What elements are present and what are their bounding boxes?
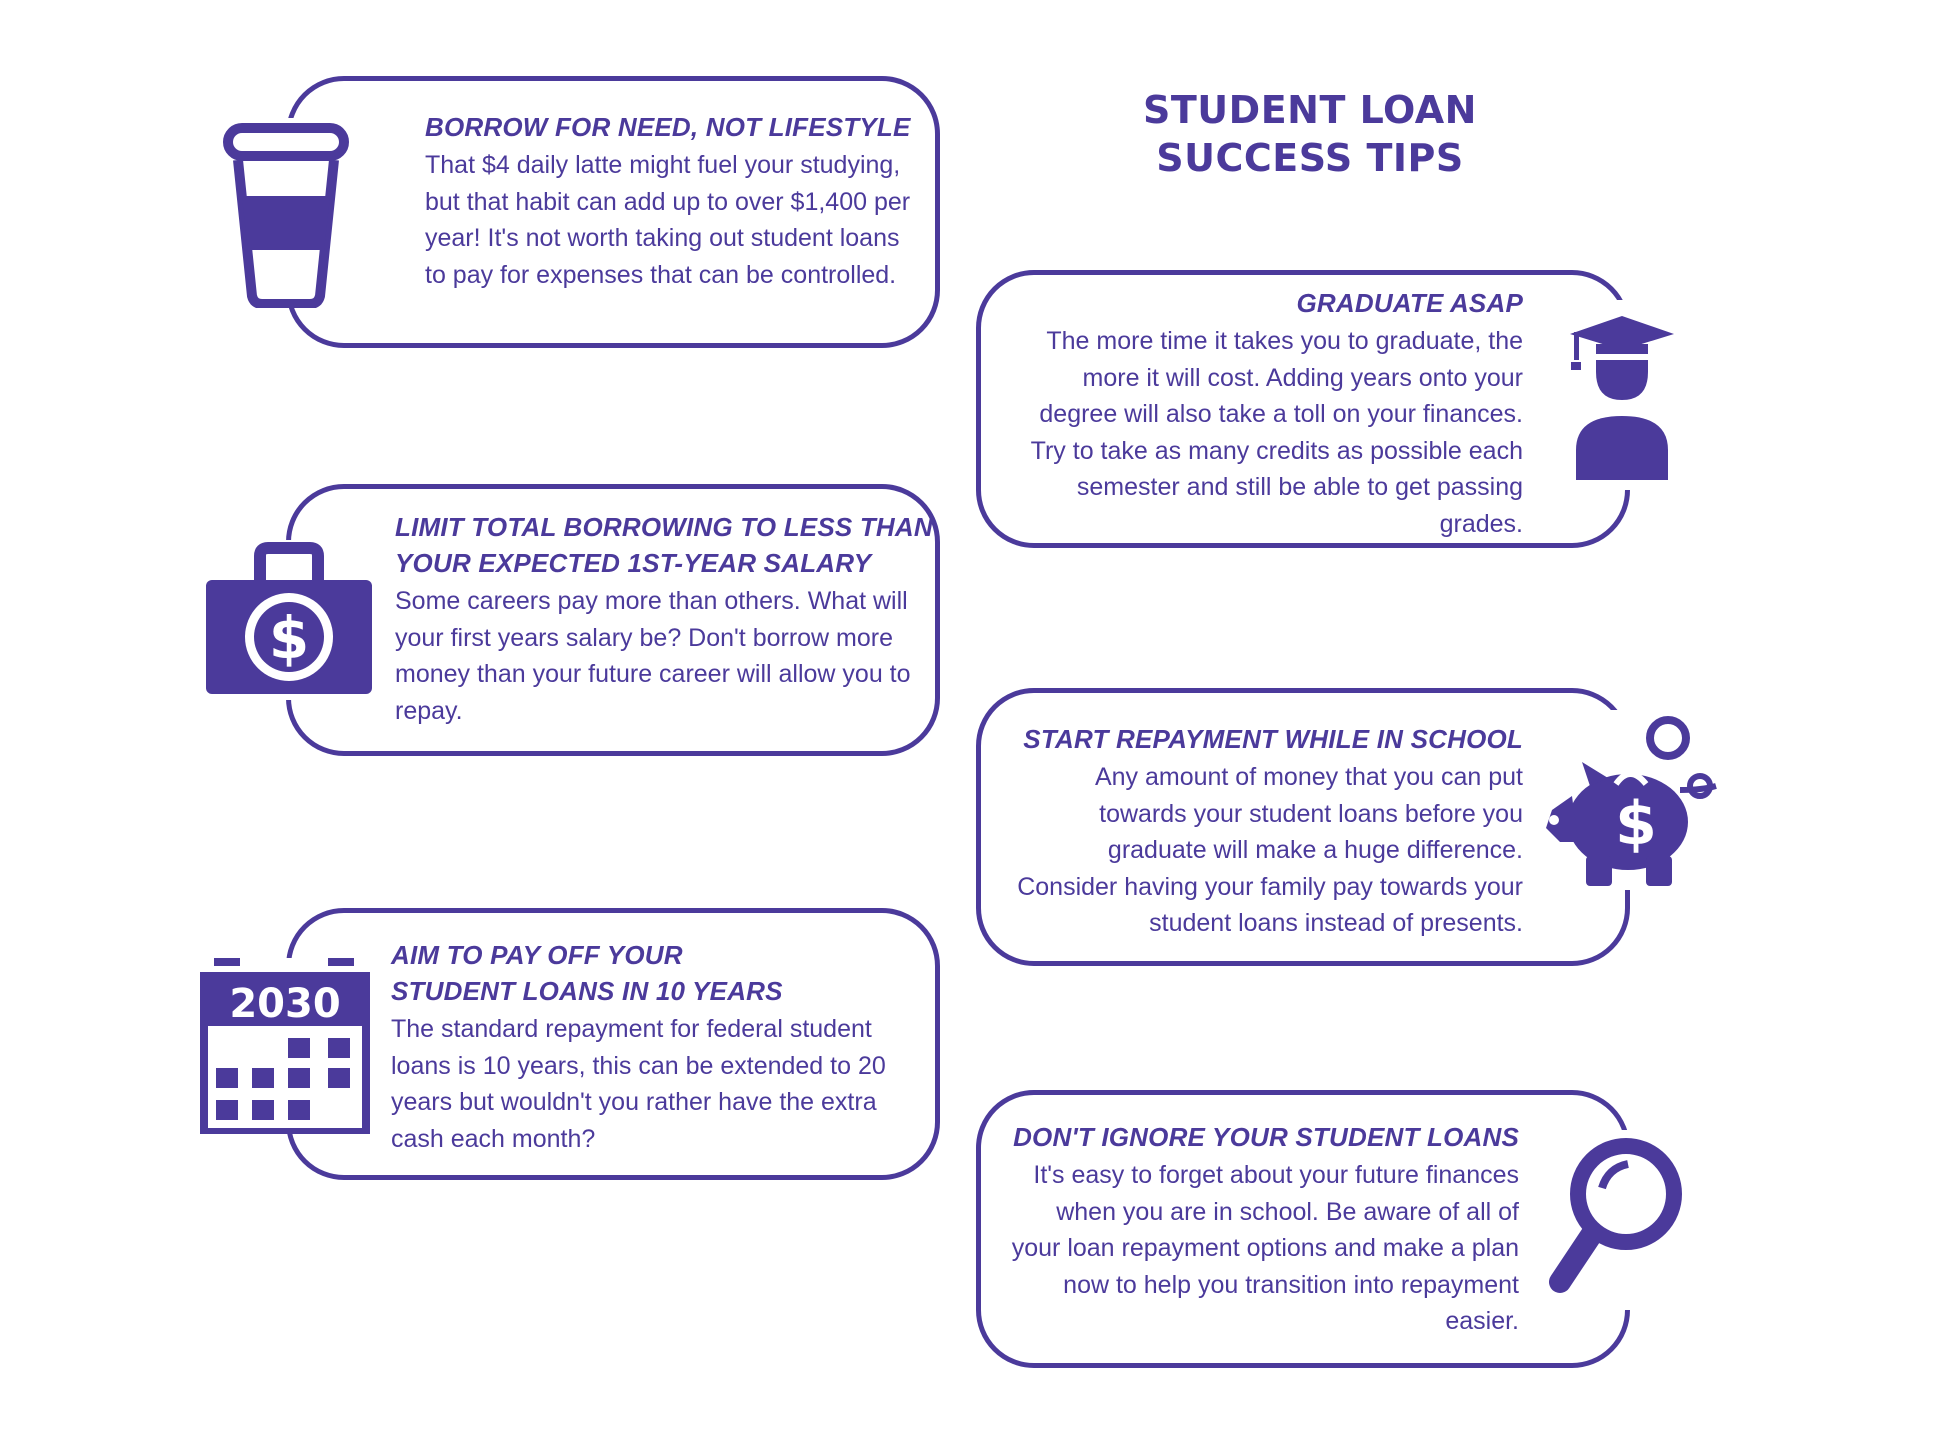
graduate-icon (1560, 300, 1680, 490)
calendar-year: 2030 (229, 981, 341, 1027)
tip-body: That $4 daily latte might fuel your studying, but that habit can add up to over $1,400 per year! It's not worth taking out student loans to pay for expenses that can be controlled. (425, 151, 911, 289)
tip-body: It's easy to forget about your future finances when you are in school. Be aware of all of your loan repayment options and make a plan now to help you transition into repayment easier. (1011, 1161, 1519, 1335)
tip-heading: LIMIT TOTAL BORROWING TO LESS THAN YOUR EXPECTED 1ST-YEAR SALARY (395, 512, 933, 578)
tip-heading: START REPAYMENT WHILE IN SCHOOL (1023, 724, 1523, 754)
svg-text:$: $ (268, 604, 310, 672)
tip-card-borrow-for-need (286, 76, 940, 348)
tip-heading: GRADUATE ASAP (1296, 288, 1523, 318)
title-line-1: STUDENT LOAN (1143, 88, 1477, 132)
calendar-icon (200, 958, 370, 1134)
tip-body: The standard repayment for federal student loans is 10 years, this can be extended to 20 years but wouldn't you rather have the extra cash each month? (391, 1015, 886, 1153)
tip-heading: DON'T IGNORE YOUR STUDENT LOANS (1013, 1122, 1519, 1152)
tip-card-limit-borrowing (286, 484, 940, 756)
tip-body: Some careers pay more than others. What will your first years salary be? Don't borrow more money than your future career will allow you to repay. (395, 587, 911, 725)
page-title (1110, 86, 1510, 182)
svg-text:$: $ (1615, 789, 1657, 859)
tip-card-dont-ignore-loans (976, 1090, 1630, 1368)
title-line-2: SUCCESS TIPS (1156, 136, 1464, 180)
tip-card-graduate-asap (976, 270, 1630, 548)
tip-heading: AIM TO PAY OFF YOUR STUDENT LOANS IN 10 YEARS (391, 940, 783, 1006)
tip-body: The more time it takes you to graduate, the more it will cost. Adding years onto your degree will also take a toll on your finances. Try to take as many credits as possible each semester and still be able to get passing grades. (1030, 327, 1523, 538)
tip-heading: BORROW FOR NEED, NOT LIFESTYLE (425, 112, 911, 142)
money-briefcase-icon (200, 540, 378, 700)
piggy-bank-icon (1530, 710, 1720, 890)
coffee-cup-icon (216, 118, 356, 308)
tip-body: Any amount of money that you can put towards your student loans before you graduate will make a huge difference. Consider having your family pay towards your student loans instead of presents. (1017, 763, 1523, 937)
magnifying-glass-icon (1540, 1130, 1690, 1310)
tip-card-pay-off-10-years (286, 908, 940, 1180)
